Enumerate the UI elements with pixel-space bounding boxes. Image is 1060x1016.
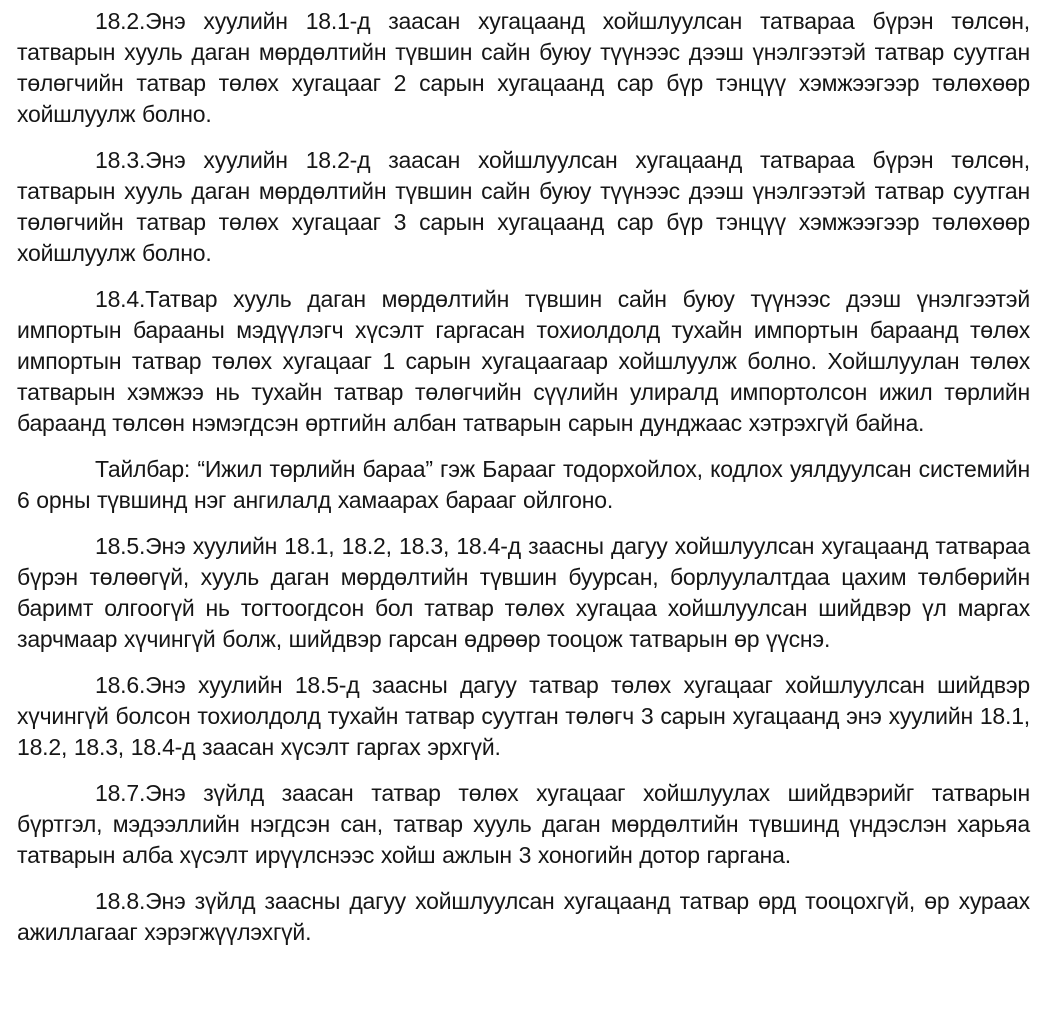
paragraph-note-tailbar: Тайлбар: “Ижил төрлийн бараа” гэж Барааг тодорхойлох, кодлох уялдуулсан системийн 6 орны түвшинд нэг ангилалд хамаарах барааг ойлгоно. [17,456,1030,513]
document-body [17,6,1030,948]
paragraph-18-7: 18.7.Энэ зүйлд заасан татвар төлөх хугацааг хойшлуулах шийдвэрийг татварын бүртгэл, мэдээллийн нэгдсэн сан, татвар хууль даган мөрдөлтийн түвшинд үндэслэн харьяа татварын алба хүсэлт ирүүлснээс хойш ажлын 3 хоногийн дотор гаргана. [17,780,1030,868]
paragraph-18-6: 18.6.Энэ хуулийн 18.5-д заасны дагуу татвар төлөх хугацааг хойшлуулсан шийдвэр хүчингүй болсон тохиолдолд тухайн татвар суутган төлөгч 3 сарын хугацаанд энэ хуулийн 18.1, 18.2, 18.3, 18.4-д заасан хүсэлт гаргах эрхгүй. [17,672,1030,760]
paragraph-18-2: 18.2.Энэ хуулийн 18.1-д заасан хугацаанд хойшлуулсан татвараа бүрэн төлсөн, татварын хууль даган мөрдөлтийн түвшин сайн буюу түүнээс дээш үнэлгээтэй татвар суутган төлөгчийн татвар төлөх хугацааг 2 сарын хугацаанд сар бүр тэнцүү хэмжээгээр төлөхөөр хойшлуулж болно. [17,8,1030,127]
paragraph-18-3: 18.3.Энэ хуулийн 18.2-д заасан хойшлуулсан хугацаанд татвараа бүрэн төлсөн, татварын хууль даган мөрдөлтийн түвшин сайн буюу түүнээс дээш үнэлгээтэй татвар суутган төлөгчийн татвар төлөх хугацааг 3 сарын хугацаанд сар бүр тэнцүү хэмжээгээр төлөхөөр хойшлуулж болно. [17,147,1030,266]
paragraph-18-8: 18.8.Энэ зүйлд заасны дагуу хойшлуулсан хугацаанд татвар өрд тооцохгүй, өр хураах ажиллагааг хэрэгжүүлэхгүй. [17,888,1030,945]
paragraph-18-5: 18.5.Энэ хуулийн 18.1, 18.2, 18.3, 18.4-д заасны дагуу хойшлуулсан хугацаанд татвараа бүрэн төлөөгүй, хууль даган мөрдөлтийн түвшин буурсан, борлуулалтдаа цахим төлбөрийн баримт олгоогүй нь тогтоогдсон бол татвар төлөх хугацаа хойшлуулсан шийдвэр үл маргах зарчмаар хүчингүй болж, шийдвэр гарсан өдрөөр тооцож татварын өр үүснэ. [17,533,1030,652]
paragraph-18-4: 18.4.Татвар хууль даган мөрдөлтийн түвшин сайн буюу түүнээс дээш үнэлгээтэй импортын барааны мэдүүлэгч хүсэлт гаргасан тохиолдолд тухайн импортын бараанд төлөх импортын татвар төлөх хугацааг 1 сарын хугацаагаар хойшлуулж болно. Хойшлуулан төлөх татварын хэмжээ нь тухайн татвар төлөгчийн сүүлийн улиралд импортолсон ижил төрлийн бараанд төлсөн нэмэгдсэн өртгийн албан татварын сарын дунджаас хэтрэхгүй байна. [17,286,1030,436]
